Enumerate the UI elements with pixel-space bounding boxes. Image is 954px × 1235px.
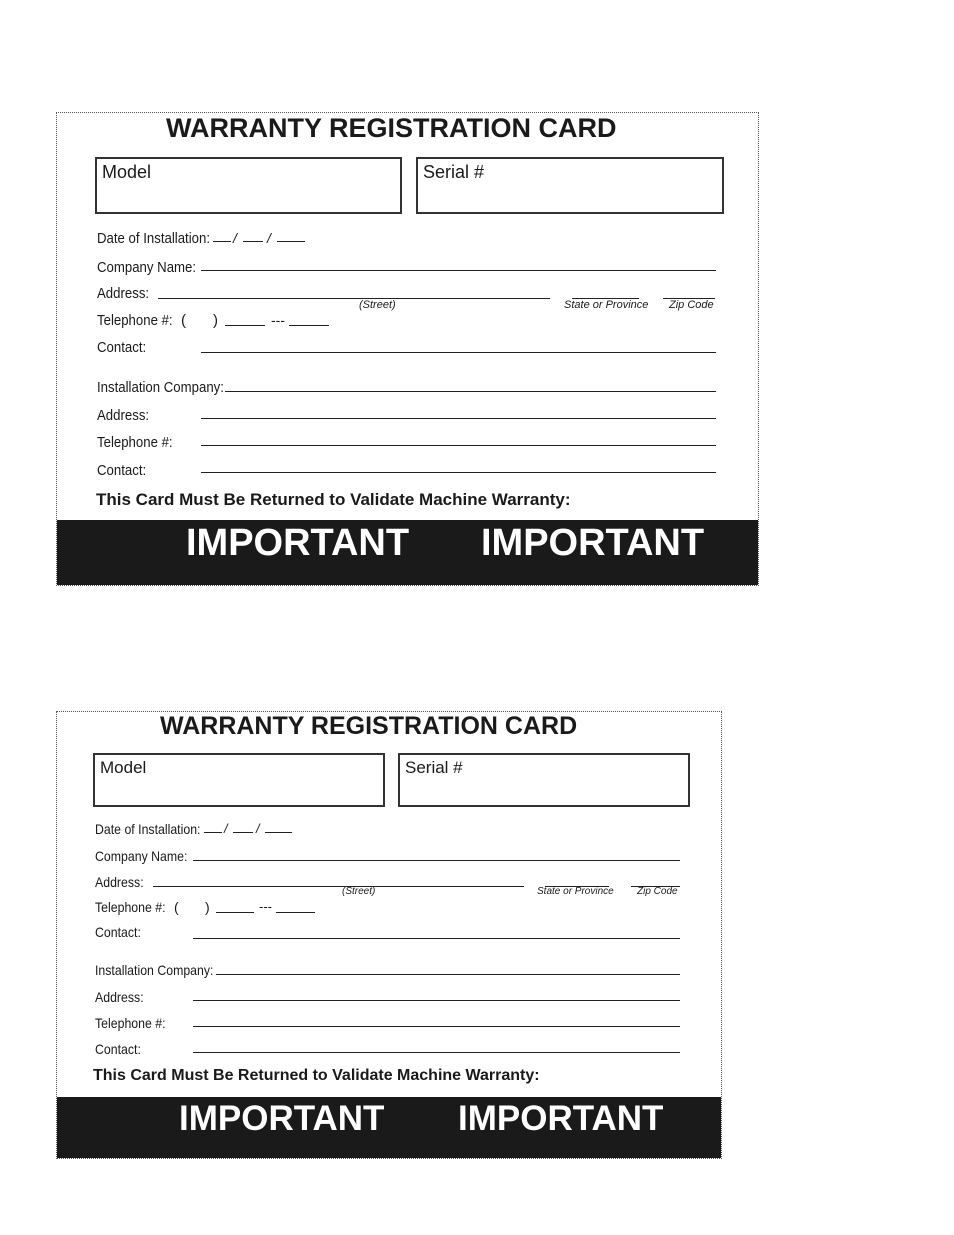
install-telephone-label: Telephone #: [95,1015,166,1031]
phone-dash: --- [259,899,272,914]
important-left: IMPORTANT [179,1099,385,1138]
date-slash: / [224,821,228,836]
contact-field[interactable] [201,352,716,353]
installation-company-field[interactable] [225,391,716,392]
phone-number-field[interactable] [289,325,329,326]
card-title: WARRANTY REGISTRATION CARD [166,113,617,143]
serial-label: Serial # [405,758,463,777]
street-hint: (Street) [342,886,376,897]
install-month-field[interactable] [213,241,231,242]
install-month-field[interactable] [204,832,222,833]
date-slash: / [256,821,260,836]
install-address-field[interactable] [193,1000,680,1001]
model-label: Model [102,162,152,182]
return-notice: This Card Must Be Returned to Validate Machine Warranty: [93,1067,540,1084]
important-banner [57,1097,721,1158]
date-of-installation-label: Date of Installation: [95,821,201,837]
zip-hint: Zip Code [669,299,714,311]
install-address-label: Address: [95,989,144,1005]
company-name-field[interactable] [193,860,680,861]
street-field[interactable] [153,886,524,887]
important-banner [57,520,758,585]
phone-prefix-field[interactable] [225,325,265,326]
card-title: WARRANTY REGISTRATION CARD [160,712,578,740]
contact-label: Contact: [95,924,141,940]
install-contact-field[interactable] [193,1052,680,1053]
model-field[interactable] [95,157,402,214]
installation-company-label: Installation Company: [95,962,214,978]
date-of-installation-label: Date of Installation: [97,230,211,247]
install-address-field[interactable] [201,418,716,419]
serial-field[interactable] [416,157,724,214]
area-code-open-paren: ( [174,899,179,915]
contact-field[interactable] [193,938,680,939]
area-code-open-paren: ( [181,312,186,329]
date-slash: / [233,230,237,246]
installation-company-label: Installation Company: [97,379,224,396]
important-right: IMPORTANT [481,522,705,564]
area-code-close-paren: ) [213,312,218,329]
install-telephone-label: Telephone #: [97,434,173,451]
phone-prefix-field[interactable] [216,912,254,913]
model-label: Model [100,758,147,777]
install-address-label: Address: [97,407,150,424]
important-left: IMPORTANT [186,522,410,564]
install-contact-label: Contact: [97,462,147,479]
return-notice: This Card Must Be Returned to Validate Machine Warranty: [96,490,571,509]
warranty-card-2 [56,711,722,1159]
install-day-field[interactable] [243,241,263,242]
install-telephone-field[interactable] [193,1026,680,1027]
warranty-card-1 [56,112,759,586]
important-right: IMPORTANT [458,1099,664,1138]
company-name-label: Company Name: [95,848,188,864]
company-name-label: Company Name: [97,259,197,276]
zip-hint: Zip Code [637,886,678,897]
install-year-field[interactable] [277,241,305,242]
installation-company-field[interactable] [216,974,680,975]
company-name-field[interactable] [201,270,716,271]
serial-field[interactable] [398,753,690,807]
install-day-field[interactable] [233,832,253,833]
install-contact-label: Contact: [95,1041,141,1057]
phone-number-field[interactable] [276,912,315,913]
install-telephone-field[interactable] [201,445,716,446]
install-year-field[interactable] [265,832,292,833]
address-label: Address: [97,285,150,302]
telephone-label: Telephone #: [97,312,173,329]
model-field[interactable] [93,753,385,807]
telephone-label: Telephone #: [95,899,166,915]
street-field[interactable] [158,298,550,299]
state-hint: State or Province [537,886,614,897]
phone-dash: --- [271,312,285,328]
street-hint: (Street) [359,299,396,311]
date-slash: / [267,230,271,246]
state-hint: State or Province [564,299,649,311]
serial-label: Serial # [423,162,485,182]
address-label: Address: [95,874,144,890]
contact-label: Contact: [97,339,147,356]
area-code-close-paren: ) [205,899,210,915]
install-contact-field[interactable] [201,472,716,473]
